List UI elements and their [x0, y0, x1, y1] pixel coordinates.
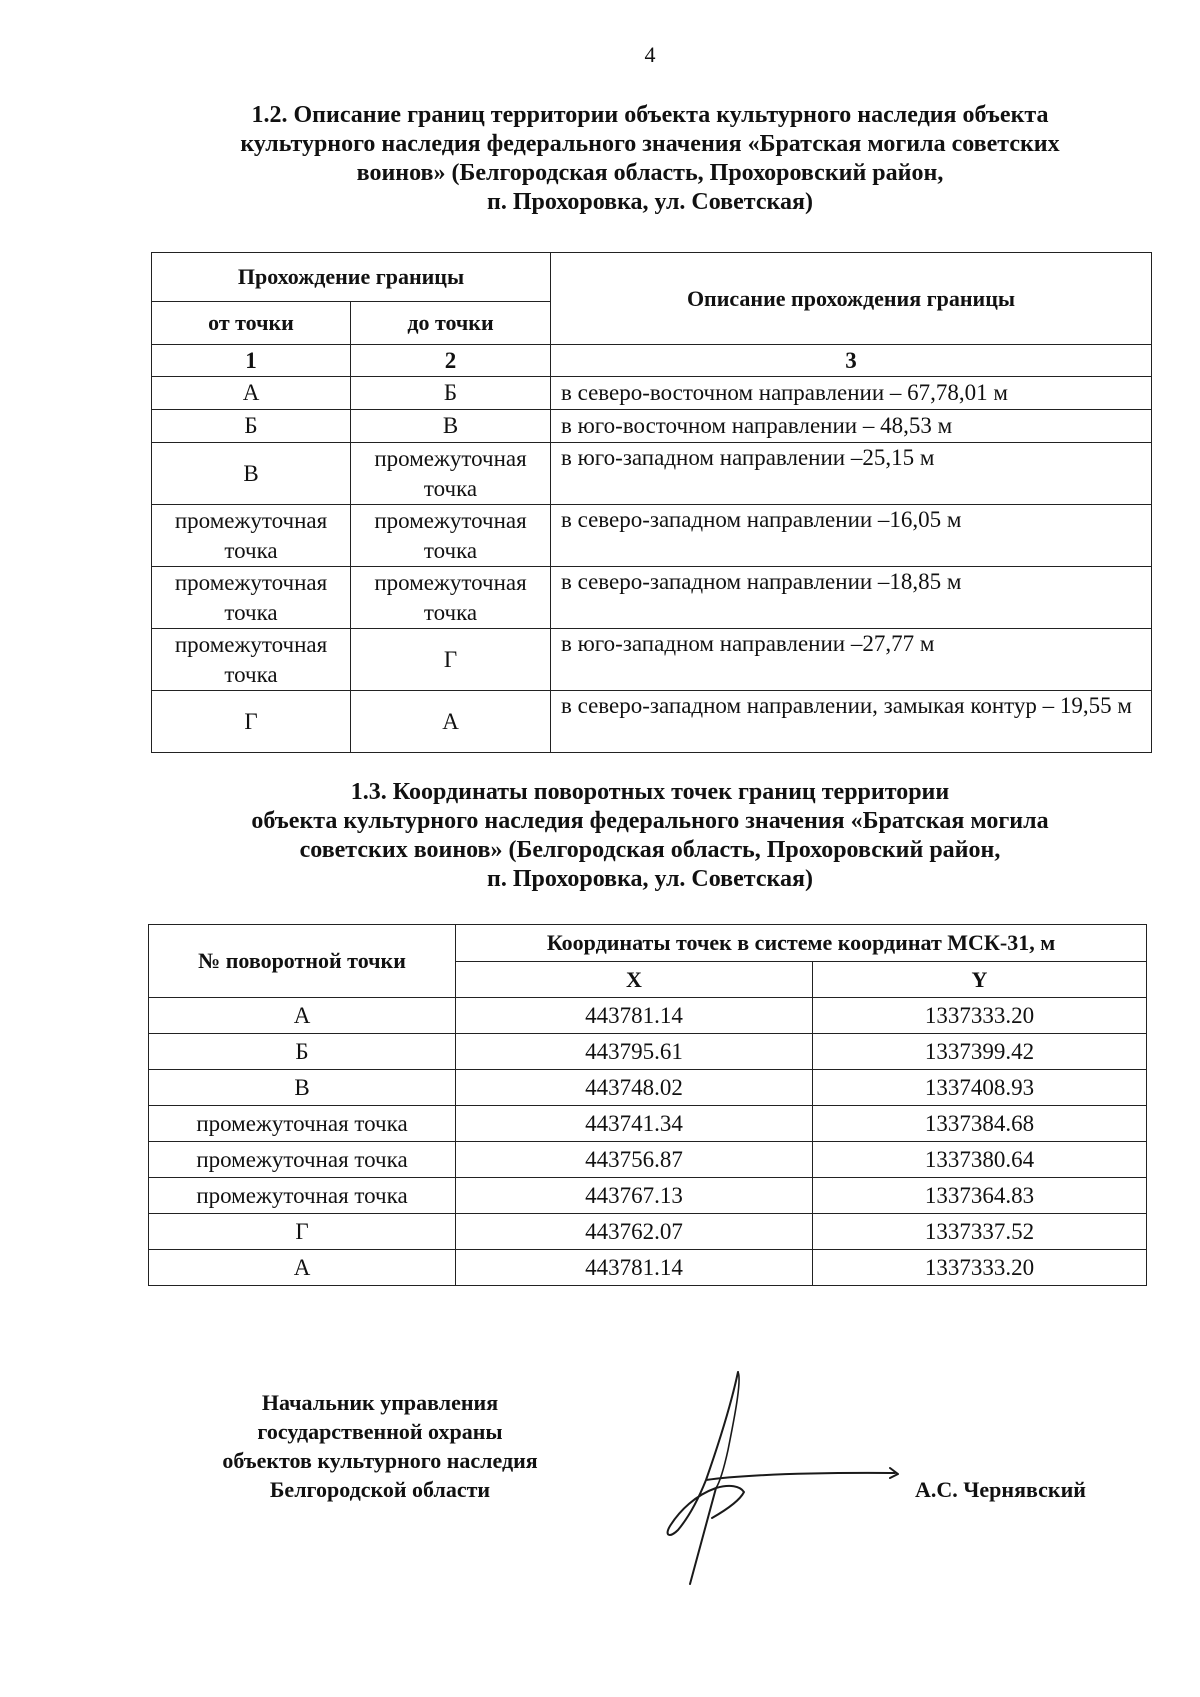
from-point: промежуточная точка: [152, 567, 351, 629]
coord-y: 1337364.83: [813, 1178, 1147, 1214]
table-row: [149, 1106, 1147, 1142]
from-point: В: [152, 443, 351, 505]
coord-x: 443748.02: [456, 1070, 813, 1106]
section-1-3-heading: [150, 778, 1150, 894]
coord-y: 1337333.20: [813, 1250, 1147, 1286]
table-row: [149, 1250, 1147, 1286]
header-boundary-passage: Прохождение границы: [152, 253, 551, 302]
boundary-description: в северо-западном направлении –16,05 м: [551, 505, 1152, 567]
header-description: Описание прохождения границы: [551, 253, 1152, 345]
header-from-point: от точки: [152, 302, 351, 345]
to-point: Г: [351, 629, 551, 691]
signatory-position: [160, 1388, 600, 1504]
coordinates-table: [148, 924, 1147, 1286]
from-point: промежуточная точка: [152, 505, 351, 567]
header-y: Y: [813, 962, 1147, 998]
column-number: 3: [551, 345, 1152, 377]
point-name: промежуточная точка: [149, 1142, 456, 1178]
heading-line: п. Прохоровка, ул. Советская): [487, 866, 813, 892]
table-row: [149, 1070, 1147, 1106]
boundary-description: в юго-западном направлении –27,77 м: [551, 629, 1152, 691]
heading-line: п. Прохоровка, ул. Советская): [487, 189, 813, 215]
header-to-point: до точки: [351, 302, 551, 345]
column-number: 1: [152, 345, 351, 377]
point-name: А: [149, 998, 456, 1034]
coord-y: 1337408.93: [813, 1070, 1147, 1106]
section-1-2-heading: [150, 101, 1150, 217]
coord-x: 443795.61: [456, 1034, 813, 1070]
header-coordinates: Координаты точек в системе координат МСК-31, м: [456, 925, 1147, 962]
heading-line: культурного наследия федерального значения «Братская могила советских: [240, 131, 1060, 157]
coord-x: 443762.07: [456, 1214, 813, 1250]
table-row: [152, 567, 1152, 629]
point-name: промежуточная точка: [149, 1178, 456, 1214]
to-point: А: [351, 691, 551, 753]
from-point: А: [152, 377, 351, 410]
table-row: [152, 505, 1152, 567]
point-name: промежуточная точка: [149, 1106, 456, 1142]
table-row: [152, 629, 1152, 691]
heading-line: объекта культурного наследия федерального значения «Братская могила: [251, 808, 1049, 834]
coord-y: 1337337.52: [813, 1214, 1147, 1250]
table-row: [152, 410, 1152, 443]
coord-y: 1337380.64: [813, 1142, 1147, 1178]
header-x: X: [456, 962, 813, 998]
coord-y: 1337333.20: [813, 998, 1147, 1034]
table-row: [149, 998, 1147, 1034]
coord-x: 443767.13: [456, 1178, 813, 1214]
boundary-description: в юго-западном направлении –25,15 м: [551, 443, 1152, 505]
table-row: [152, 443, 1152, 505]
coord-y: 1337384.68: [813, 1106, 1147, 1142]
heading-line: 1.3. Координаты поворотных точек границ территории: [350, 779, 950, 805]
from-point: Б: [152, 410, 351, 443]
table-row: [149, 1034, 1147, 1070]
to-point: промежуточная точка: [351, 505, 551, 567]
coord-x: 443756.87: [456, 1142, 813, 1178]
position-line: объектов культурного наследия: [222, 1448, 538, 1473]
table-row: [149, 1178, 1147, 1214]
table-row: [152, 691, 1152, 753]
page-number: 4: [644, 42, 656, 67]
position-line: Начальник управления: [261, 1390, 499, 1415]
point-name: Г: [149, 1214, 456, 1250]
boundary-description-table: [151, 252, 1152, 753]
boundary-description: в северо-западном направлении –18,85 м: [551, 567, 1152, 629]
header-point-number: № поворотной точки: [149, 925, 456, 998]
column-number: 2: [351, 345, 551, 377]
signatory-name: А.С. Чернявский: [915, 1477, 1086, 1502]
heading-line: воинов» (Белгородская область, Прохоровский район,: [356, 160, 944, 186]
handwritten-signature: [650, 1360, 910, 1590]
table-row: [149, 1142, 1147, 1178]
point-name: В: [149, 1070, 456, 1106]
column-number-row: [152, 345, 1152, 377]
position-line: Белгородской области: [269, 1477, 491, 1502]
boundary-description: в северо-восточном направлении – 67,78,01 м: [551, 377, 1152, 410]
to-point: промежуточная точка: [351, 567, 551, 629]
point-name: А: [149, 1250, 456, 1286]
heading-line: советских воинов» (Белгородская область, Прохоровский район,: [299, 837, 1001, 863]
boundary-description: в юго-восточном направлении – 48,53 м: [551, 410, 1152, 443]
from-point: промежуточная точка: [152, 629, 351, 691]
boundary-description: в северо-западном направлении, замыкая контур – 19,55 м: [551, 691, 1152, 753]
point-name: Б: [149, 1034, 456, 1070]
table-row: [149, 1214, 1147, 1250]
coord-x: 443781.14: [456, 1250, 813, 1286]
coord-x: 443781.14: [456, 998, 813, 1034]
position-line: государственной охраны: [257, 1419, 503, 1444]
to-point: промежуточная точка: [351, 443, 551, 505]
coord-x: 443741.34: [456, 1106, 813, 1142]
coord-y: 1337399.42: [813, 1034, 1147, 1070]
to-point: Б: [351, 377, 551, 410]
table-row: [152, 377, 1152, 410]
heading-line: 1.2. Описание границ территории объекта культурного наследия объекта: [251, 102, 1049, 128]
to-point: В: [351, 410, 551, 443]
from-point: Г: [152, 691, 351, 753]
